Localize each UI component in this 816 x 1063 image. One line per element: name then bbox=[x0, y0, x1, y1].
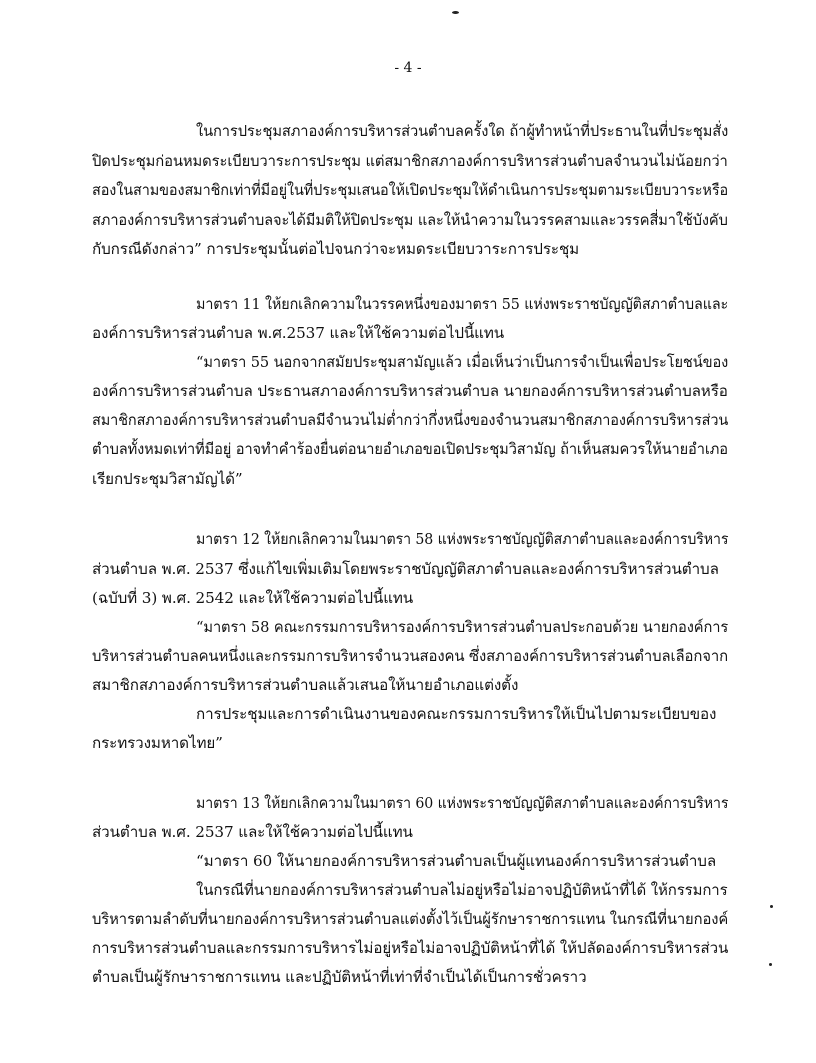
text-line: สมาชิกสภาองค์การบริหารส่วนตำบลแล้วเสนอให้นายอำเภอแต่งตั้ง bbox=[92, 676, 519, 694]
text-line: บริหารตามลำดับที่นายกองค์การบริหารส่วนตำบลแต่งตั้งไว้เป็นผู้รักษาราชการแทน ในกรณีที่นายกองค์ bbox=[92, 910, 729, 928]
text-line: เรียกประชุมวิสามัญได้” bbox=[92, 470, 243, 488]
text-line: (ฉบับที่ 3) พ.ศ. 2542 และให้ใช้ความต่อไปนี้แทน bbox=[92, 589, 414, 607]
text-line: สมาชิกสภาองค์การบริหารส่วนตำบลมีจำนวนไม่ต่ำกว่ากึ่งหนึ่งของจำนวนสมาชิกสภาองค์การบริหารส่วน bbox=[92, 411, 729, 429]
text-line: องค์การบริหารส่วนตำบล พ.ศ.2537 และให้ใช้ความต่อไปนี้แทน bbox=[92, 324, 505, 342]
text-line: สองในสามของสมาชิกเท่าที่มีอยู่ในที่ประชุมเสนอให้เปิดประชุมให้ดำเนินการประชุมตามระเบียบวาระหรือ bbox=[92, 181, 729, 199]
scan-mark bbox=[770, 905, 773, 908]
text-line: ส่วนตำบล พ.ศ. 2537 และให้ใช้ความต่อไปนี้แทน bbox=[92, 823, 413, 841]
text-line: กระทรวงมหาดไทย” bbox=[92, 734, 223, 752]
text-line: มาตรา 12 ให้ยกเลิกความในมาตรา 58 แห่งพระราชบัญญัติสภาตำบลและองค์การบริหาร bbox=[196, 530, 729, 548]
text-line: “มาตรา 60 ให้นายกองค์การบริหารส่วนตำบลเป็นผู้แทนองค์การบริหารส่วนตำบล bbox=[196, 852, 717, 870]
text-line: ตำบลทั้งหมดเท่าที่มีอยู่ อาจทำคำร้องยื่นต่อนายอำเภอขอเปิดประชุมวิสามัญ ถ้าเห็นสมควรให้นายอำเภอ bbox=[92, 440, 728, 458]
scan-mark bbox=[769, 963, 772, 966]
text-line: “มาตรา 58 คณะกรรมการบริหารองค์การบริหารส่วนตำบลประกอบด้วย นายกองค์การ bbox=[196, 618, 729, 636]
text-line: ส่วนตำบล พ.ศ. 2537 ซึ่งแก้ไขเพิ่มเติมโดยพระราชบัญญัติสภาตำบลและองค์การบริหารส่วนตำบล bbox=[92, 560, 719, 578]
text-line: ตำบลเป็นผู้รักษาราชการแทน และปฏิบัติหน้าที่เท่าที่จำเป็นได้เป็นการชั่วคราว bbox=[92, 968, 587, 986]
text-line: สภาองค์การบริหารส่วนตำบลจะได้มีมติให้ปิดประชุม และให้นำความในวรรคสามและวรรคสี่มาใช้บังคับ bbox=[92, 211, 728, 229]
text-line: บริหารส่วนตำบลคนหนึ่งและกรรมการบริหารจำนวนสองคน ซึ่งสภาองค์การบริหารส่วนตำบลเลือกจาก bbox=[92, 647, 729, 665]
text-line: มาตรา 13 ให้ยกเลิกความในมาตรา 60 แห่งพระราชบัญญัติสภาตำบลและองค์การบริหาร bbox=[196, 794, 729, 812]
text-line: ในการประชุมสภาองค์การบริหารส่วนตำบลครั้งใด ถ้าผู้ทำหน้าที่ประธานในที่ประชุมสั่ง bbox=[196, 122, 729, 140]
text-line: “มาตรา 55 นอกจากสมัยประชุมสามัญแล้ว เมื่อเห็นว่าเป็นการจำเป็นเพื่อประโยชน์ของ bbox=[196, 353, 729, 371]
text-line: ในกรณีที่นายกองค์การบริหารส่วนตำบลไม่อยู่หรือไม่อาจปฏิบัติหน้าที่ได้ ให้กรรมการ bbox=[196, 881, 728, 899]
text-line: มาตรา 11 ให้ยกเลิกความในวรรคหนึ่งของมาตรา 55 แห่งพระราชบัญญัติสภาตำบลและ bbox=[196, 295, 729, 313]
text-line: กับกรณีดังกล่าว” การประชุมนั้นต่อไปจนกว่าจะหมดระเบียบวาระการประชุม bbox=[92, 240, 580, 258]
text-line: การบริหารส่วนตำบลและกรรมการบริหารไม่อยู่หรือไม่อาจปฏิบัติหน้าที่ได้ ให้ปลัดองค์การบริหารส่วน bbox=[92, 939, 729, 957]
page-number: - 4 - bbox=[394, 60, 422, 76]
text-line: การประชุมและการดำเนินงานของคณะกรรมการบริหารให้เป็นไปตามระเบียบของ bbox=[196, 705, 717, 723]
text-line: องค์การบริหารส่วนตำบล ประธานสภาองค์การบริหารส่วนตำบล นายกองค์การบริหารส่วนตำบลหรือ bbox=[92, 382, 728, 400]
text-line: ปิดประชุมก่อนหมดระเบียบวาระการประชุม แต่สมาชิกสภาองค์การบริหารส่วนตำบลจำนวนไม่น้อยกว่า bbox=[92, 152, 728, 170]
scan-mark bbox=[452, 11, 459, 14]
